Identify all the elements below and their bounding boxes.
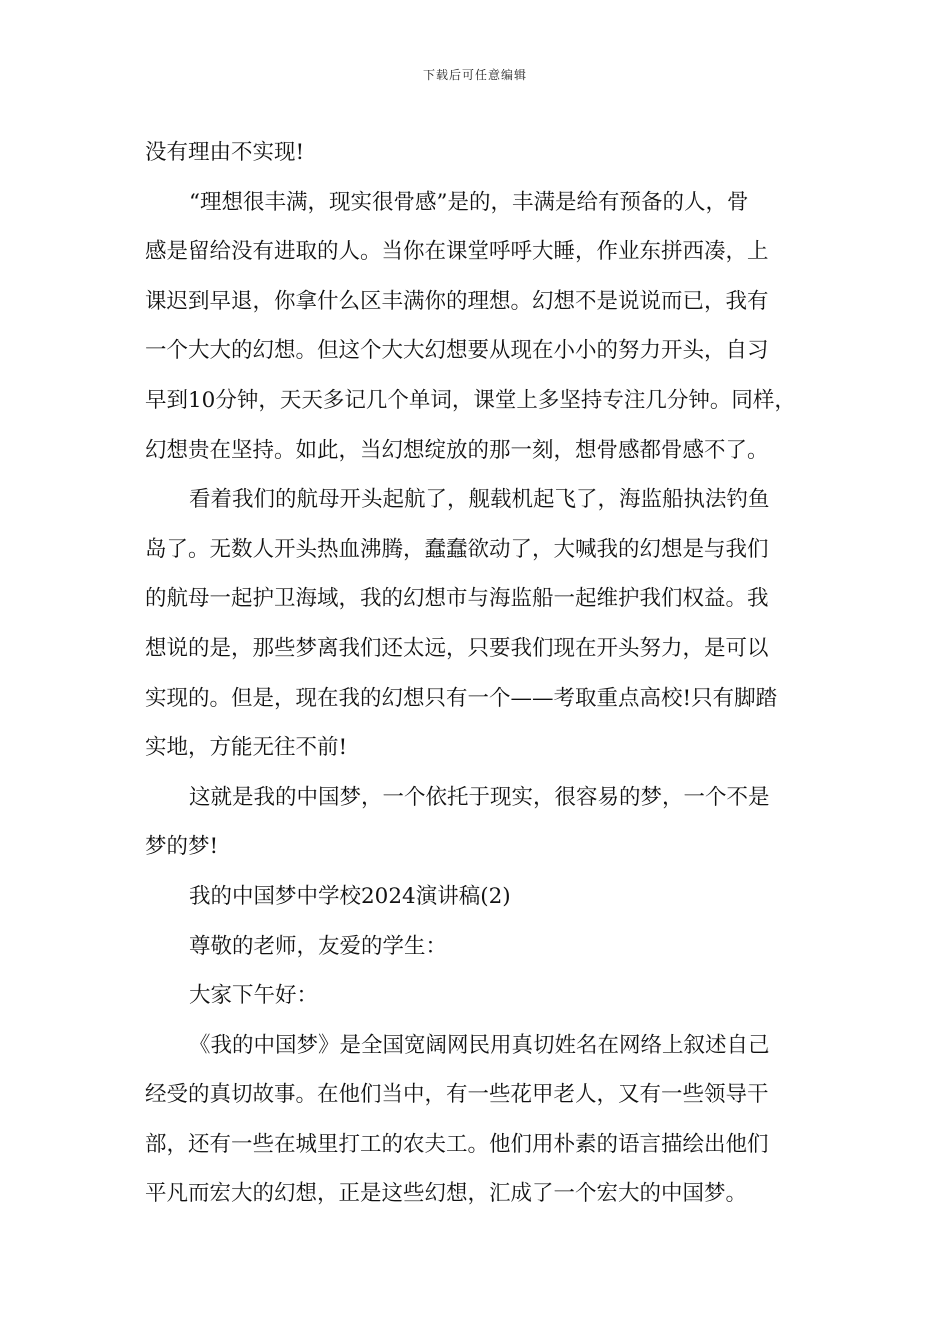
text-line: 早到10分钟，天天多记几个单词，课堂上多坚持专注几分钟。同样， [145,387,796,413]
text-line: 岛了。无数人开头热血沸腾，蠢蠢欲动了，大喊我的幻想是与我们 [145,536,769,562]
text-line: 实现的。但是，现在我的幻想只有一个——考取重点高校!只有脚踏 [145,685,778,711]
text-line: 幻想贵在坚持。如此，当幻想绽放的那一刻，想骨感都骨感不了。 [145,437,769,463]
salutation: 尊敬的老师，友爱的学生： [189,933,448,959]
text-line: 这就是我的中国梦，一个依托于现实，很容易的梦，一个不是 [189,784,770,810]
text-line: 部，还有一些在城里打工的农夫工。他们用朴素的语言描绘出他们 [145,1131,769,1157]
document-body [145,128,810,1219]
text-line: 的航母一起护卫海域，我的幻想市与海监船一起维护我们权益。我 [145,586,769,612]
text-line: 想说的是，那些梦离我们还太远，只要我们现在开头努力，是可以 [145,635,769,661]
text-line: 平凡而宏大的幻想，正是这些幻想，汇成了一个宏大的中国梦。 [145,1181,748,1207]
text-line: 经受的真切故事。在他们当中，有一些花甲老人，又有一些领导干 [145,1082,769,1108]
text-line: 《我的中国梦》是全国宽阔网民用真切姓名在网络上叙述自己 [189,1032,770,1058]
text-line: 课迟到早退，你拿什么区丰满你的理想。幻想不是说说而已，我有 [145,288,769,314]
text-line: 梦的梦! [145,834,219,860]
page-header: 下载后可任意编辑 [422,68,527,82]
greeting: 大家下午好： [189,983,319,1009]
text-line: 没有理由不实现! [145,140,305,165]
text-line: 实地，方能无往不前! [145,735,348,761]
section-title: 我的中国梦中学校2024演讲稿(2) [189,883,511,909]
text-line: 感是留给没有进取的人。当你在课堂呼呼大睡，作业东拼西凑，上 [145,239,769,265]
text-line: “理想很丰满，现实很骨感”是的，丰满是给有预备的人，骨 [189,189,749,215]
text-line: 看着我们的航母开头起航了，舰载机起飞了，海监船执法钓鱼 [189,487,770,513]
text-line: 一个大大的幻想。但这个大大幻想要从现在小小的努力开头，自习 [145,338,769,364]
